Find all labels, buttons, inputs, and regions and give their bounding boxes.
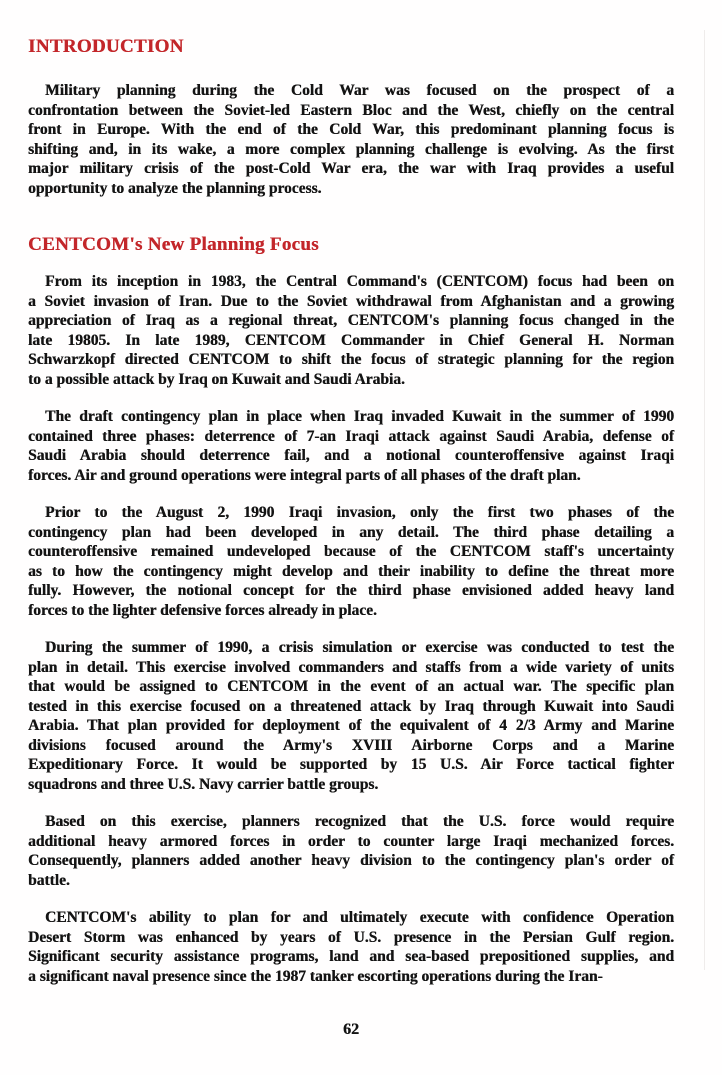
text-line: Consequently, planners added another heavy division to the contingency plan's order of — [28, 852, 674, 869]
text-line: additional heavy armored forces in order to counter large Iraqi mechanized forces. — [28, 832, 674, 850]
paragraph — [28, 812, 674, 890]
text-line: opportunity to analyze the planning process. — [28, 179, 322, 197]
text-line: a Soviet invasion of Iran. Due to the Soviet withdrawal from Afghanistan and a growing — [28, 292, 674, 310]
scan-edge-artifact — [704, 30, 705, 970]
text-line: late 19805. In late 1989, CENTCOM Commander in Chief General H. Norman — [28, 331, 674, 349]
page-number: 62 — [343, 1021, 359, 1038]
text-line: Significant security assistance programs, land and sea-based prepositioned supplies, and — [28, 948, 674, 965]
paragraph — [28, 503, 674, 620]
text-line: confrontation between the Soviet-led Eastern Bloc and the West, chiefly on the central — [28, 101, 674, 119]
paragraph — [28, 407, 674, 485]
text-line: forces. Air and ground operations were integral parts of all phases of the draft plan. — [28, 466, 581, 484]
text-line: major military crisis of the post-Cold War era, the war with Iraq provides a useful — [28, 160, 674, 177]
text-line: Prior to the August 2, 1990 Iraqi invasion, only the first two phases of the — [45, 504, 674, 521]
text-line: divisions focused around the Army's XVIII Airborne Corps and a Marine — [28, 736, 674, 754]
text-line: Arabia. That plan provided for deployment of the equivalent of 4 2/3 Army and Marine — [28, 717, 674, 734]
text-line: counteroffensive remained undeveloped because of the CENTCOM staff's uncertainty — [28, 543, 674, 560]
text-line: plan in detail. This exercise involved commanders and staffs from a wide variety of units — [28, 658, 674, 676]
paragraph — [28, 81, 674, 198]
text-line: that would be assigned to CENTCOM in the event of an actual war. The specific plan — [28, 678, 674, 695]
text-line: battle. — [28, 871, 70, 889]
text-line: Expeditionary Force. It would be supported by 15 U.S. Air Force tactical fighter — [28, 756, 674, 773]
text-line: as to how the contingency might develop and their inability to define the threat more — [28, 562, 674, 580]
paragraph — [28, 638, 674, 794]
text-line: Based on this exercise, planners recognized that the U.S. force would require — [45, 813, 674, 830]
text-line: Saudi Arabia should deterrence fail, and a notional counteroffensive against Iraqi — [28, 447, 674, 464]
text-line: tested in this exercise focused on a threatened attack by Iraq through Kuwait into Saudi — [28, 697, 674, 715]
text-line: Military planning during the Cold War was focused on the prospect of a — [45, 82, 674, 99]
text-line: Desert Storm was enhanced by years of U.S. presence in the Persian Gulf region. — [28, 928, 674, 946]
text-line: shifting and, in its wake, a more complex planning challenge is evolving. As the first — [28, 140, 674, 158]
text-line: front in Europe. With the end of the Cold War, this predominant planning focus is — [28, 121, 674, 138]
paragraph — [28, 908, 674, 986]
text-line: squadrons and three U.S. Navy carrier battle groups. — [28, 775, 379, 793]
text-line: contingency plan had been developed in any detail. The third phase detailing a — [28, 523, 674, 541]
text-line: forces to the lighter defensive forces already in place. — [28, 601, 377, 619]
text-line: contained three phases: deterrence of 7-an Iraqi attack against Saudi Arabia, defense of — [28, 427, 674, 445]
text-line: Schwarzkopf directed CENTCOM to shift the focus of strategic planning for the region — [28, 351, 674, 368]
text-line: The draft contingency plan in place when Iraq invaded Kuwait in the summer of 1990 — [45, 408, 674, 425]
text-line: CENTCOM's ability to plan for and ultimately execute with confidence Operation — [45, 909, 674, 926]
text-line: From its inception in 1983, the Central Command's (CENTCOM) focus had been on — [45, 273, 674, 290]
text-line: a significant naval presence since the 1987 tanker escorting operations during the Iran- — [28, 967, 603, 985]
text-line: appreciation of Iraq as a regional threat, CENTCOM's planning focus changed in the — [28, 312, 674, 329]
text-line: to a possible attack by Iraq on Kuwait and Saudi Arabia. — [28, 370, 405, 388]
document-content — [28, 0, 674, 1004]
text-line: fully. However, the notional concept for the third phase envisioned added heavy land — [28, 582, 674, 599]
text-line: During the summer of 1990, a crisis simulation or exercise was conducted to test the — [45, 639, 674, 656]
section-heading: INTRODUCTION — [28, 36, 184, 57]
paragraph — [28, 272, 674, 389]
section-heading: CENTCOM's New Planning Focus — [28, 234, 319, 255]
